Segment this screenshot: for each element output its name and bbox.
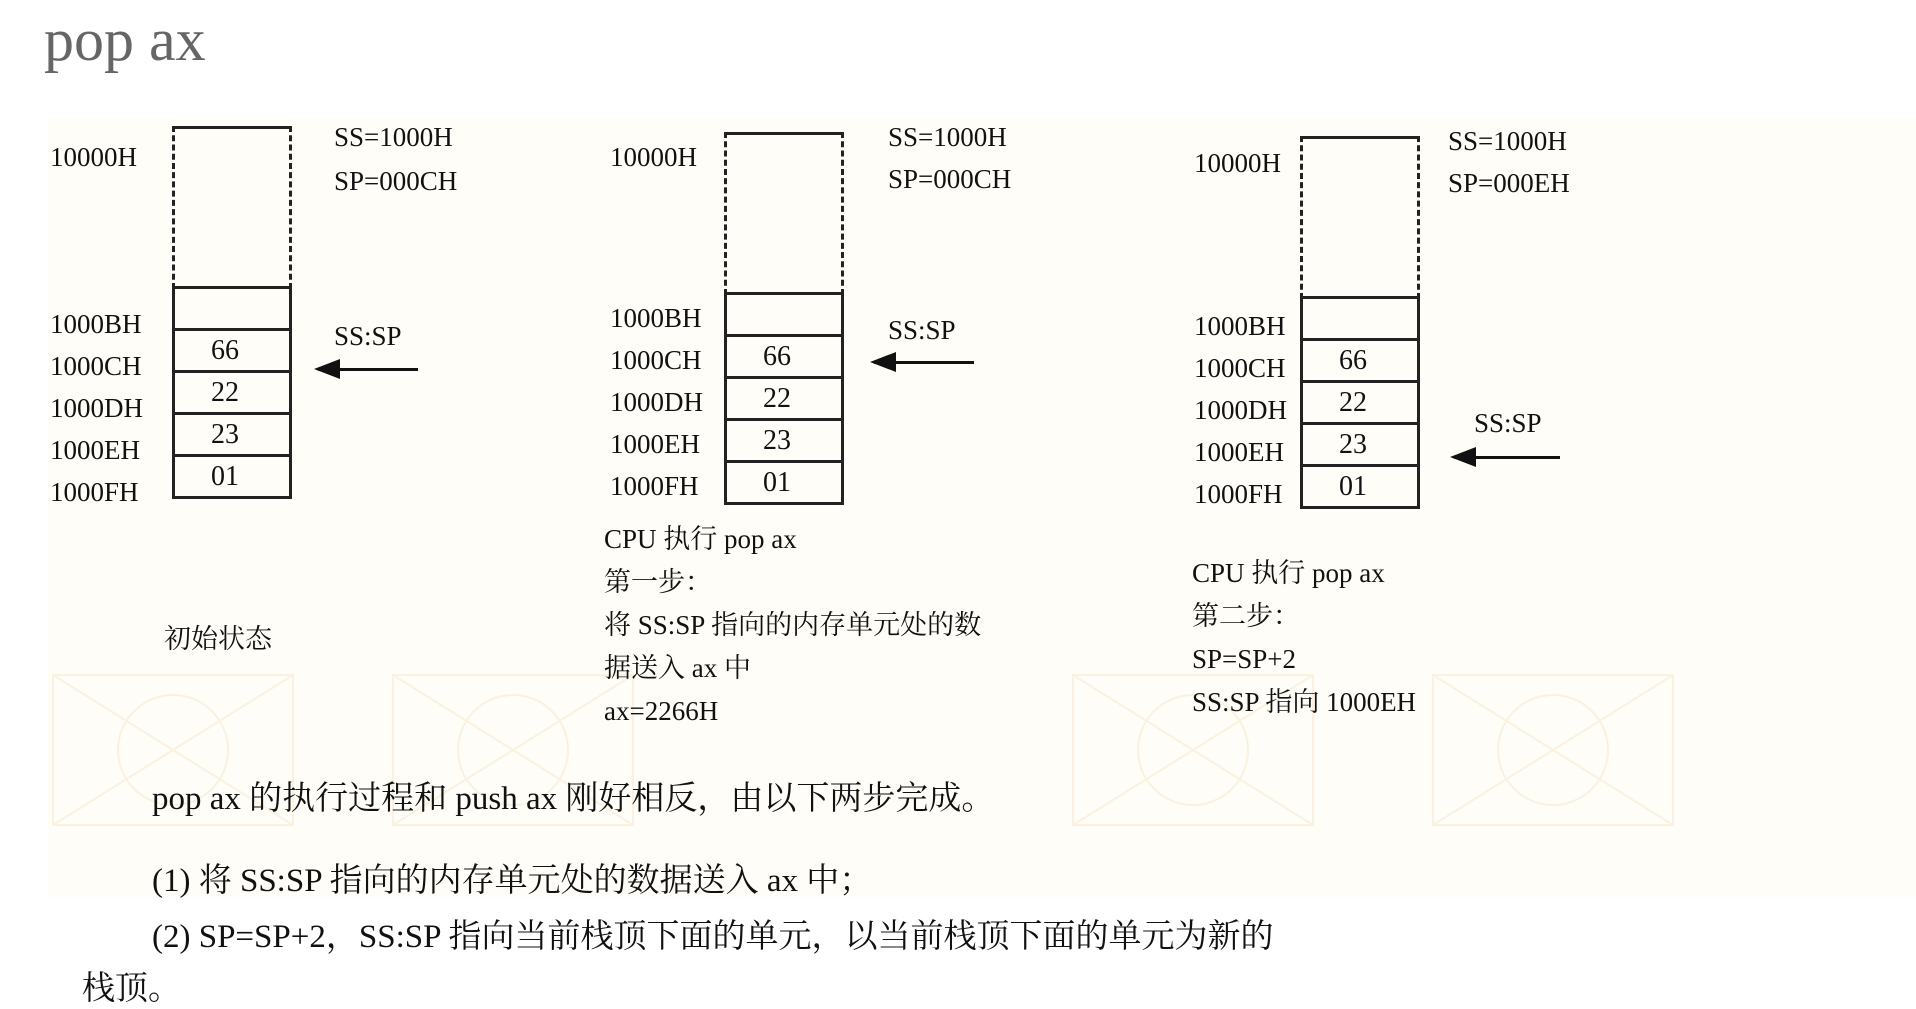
stack-cell-1000bh	[175, 289, 289, 331]
ss-sp-pointer-label: SS:SP	[1474, 408, 1542, 438]
caption-line: SS:SP 指向 1000EH	[1192, 687, 1417, 717]
address-label-1000dh: 1000DH	[50, 393, 143, 423]
address-label-1000ch: 1000CH	[610, 345, 702, 375]
sp-register-label: SP=000EH	[1448, 168, 1570, 198]
address-label-1000fh: 1000FH	[610, 471, 699, 501]
ss-register-label: SS=1000H	[888, 122, 1007, 152]
stack-upper-region	[1300, 136, 1420, 299]
address-label-1000bh: 1000BH	[610, 303, 702, 333]
caption-line: 据送入 ax 中	[604, 653, 751, 683]
caption-line: 第一步：	[604, 567, 712, 597]
ss-sp-pointer-label: SS:SP	[888, 315, 956, 345]
body-paragraph: (1) 将 SS:SP 指向的内存单元处的数据送入 ax 中；	[152, 863, 873, 899]
stack-cell-1000dh: 22	[1303, 383, 1417, 425]
page-title: pop ax	[44, 7, 206, 73]
sp-register-label: SP=000CH	[888, 164, 1012, 194]
stack-cell-1000eh: 23	[175, 415, 289, 457]
ss-sp-arrow-icon	[874, 361, 974, 364]
caption-line: CPU 执行 pop ax	[1192, 558, 1385, 588]
stack-cell-1000ch: 66	[727, 337, 841, 379]
panel-caption	[604, 518, 981, 733]
stack-cell-1000ch: 66	[1303, 341, 1417, 383]
caption-line: CPU 执行 pop ax	[604, 524, 797, 554]
stack-cell-1000bh	[727, 295, 841, 337]
stack-cell-1000eh: 23	[727, 421, 841, 463]
ss-sp-arrow-icon	[318, 368, 418, 371]
address-label-1000dh: 1000DH	[610, 387, 703, 417]
stack-cells	[724, 292, 844, 505]
address-label-1000fh: 1000FH	[50, 477, 139, 507]
caption-line: 初始状态	[164, 624, 272, 654]
address-label-1000eh: 1000EH	[50, 435, 140, 465]
body-paragraph: (2) SP=SP+2，SS:SP 指向当前栈顶下面的单元，以当前栈顶下面的单元为新的	[152, 919, 1274, 955]
top-address-label: 10000H	[1194, 148, 1281, 178]
panel-caption	[164, 618, 272, 661]
panel-caption	[1192, 552, 1416, 724]
caption-line: ax=2266H	[604, 696, 719, 726]
stack-cell-1000eh: 23	[1303, 425, 1417, 467]
address-label-1000eh: 1000EH	[610, 429, 700, 459]
stack-cell-1000fh: 01	[1303, 467, 1417, 509]
caption-line: 第二步：	[1192, 601, 1300, 631]
address-label-1000fh: 1000FH	[1194, 479, 1283, 509]
caption-line: 将 SS:SP 指向的内存单元处的数	[604, 610, 982, 640]
ss-sp-pointer-label: SS:SP	[334, 321, 402, 351]
address-label-1000dh: 1000DH	[1194, 395, 1287, 425]
sp-register-label: SP=000CH	[334, 166, 458, 196]
address-label-1000bh: 1000BH	[1194, 311, 1286, 341]
caption-line: SP=SP+2	[1192, 644, 1297, 674]
ss-register-label: SS=1000H	[334, 122, 453, 152]
panel-step-two	[1194, 118, 1754, 878]
stack-cells	[172, 286, 292, 499]
stack-cell-1000dh: 22	[175, 373, 289, 415]
stack-cell-1000ch: 66	[175, 331, 289, 373]
ss-sp-arrow-icon	[1454, 456, 1560, 459]
top-address-label: 10000H	[50, 142, 137, 172]
stack-upper-region	[724, 132, 844, 295]
stack-cell-1000bh	[1303, 299, 1417, 341]
stack-upper-region	[172, 126, 292, 289]
body-paragraph: 栈顶。	[82, 971, 181, 1007]
panel-initial-state	[48, 118, 608, 878]
body-paragraph: pop ax 的执行过程和 push ax 刚好相反，由以下两步完成。	[152, 781, 995, 817]
panel-step-one	[606, 118, 1166, 878]
stack-cells	[1300, 296, 1420, 509]
stack-cell-1000fh: 01	[727, 463, 841, 505]
address-label-1000bh: 1000BH	[50, 309, 142, 339]
address-label-1000eh: 1000EH	[1194, 437, 1284, 467]
stack-cell-1000fh: 01	[175, 457, 289, 499]
top-address-label: 10000H	[610, 142, 697, 172]
ss-register-label: SS=1000H	[1448, 126, 1567, 156]
address-label-1000ch: 1000CH	[50, 351, 142, 381]
stack-cell-1000dh: 22	[727, 379, 841, 421]
address-label-1000ch: 1000CH	[1194, 353, 1286, 383]
